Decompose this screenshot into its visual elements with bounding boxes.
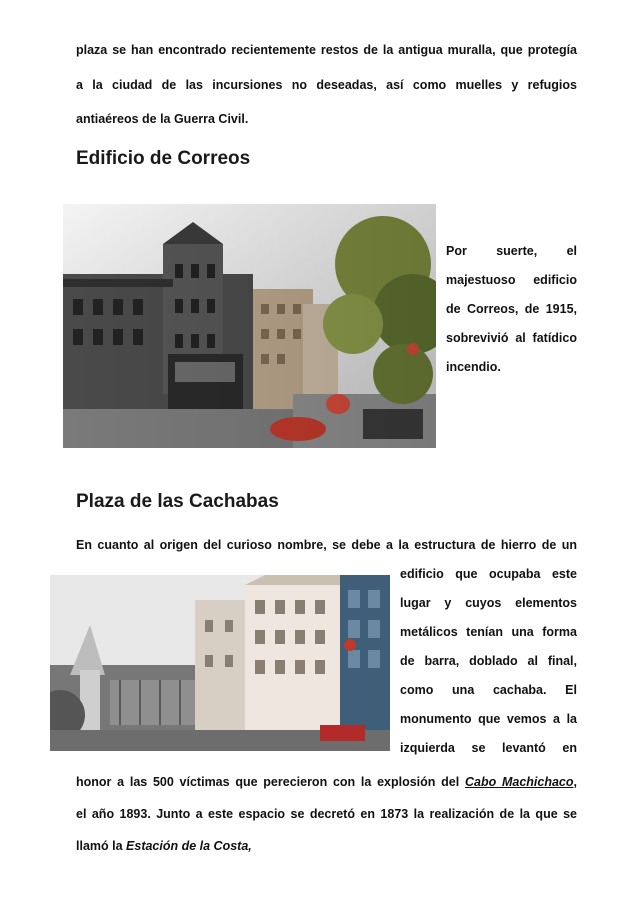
correos-photo-illustration [63, 204, 436, 448]
estacion-costa-text: Estación de la Costa, [126, 839, 252, 853]
cachabas-side-text [400, 566, 577, 769]
cachabas-line-1: En cuanto al origen del curioso nombre, se debe a la estructura de hierro de un [76, 538, 577, 552]
cabo-machichaco-link[interactable]: Cabo Machichaco [464, 775, 574, 789]
cachabas-line-year: el año 1893. Junto a este espacio se decretó en 1873 la realización de la que se [76, 807, 577, 821]
intro-line-2: a la ciudad de las incursiones no deseadas, así como muelles y refugios [76, 78, 577, 92]
honor-text-end: , [573, 775, 577, 789]
cachabas-side-line: de barra, doblado al final, [400, 654, 577, 668]
cachabas-side-line: metálicos tenían una forma [400, 625, 577, 639]
honor-text: honor a las 500 víctimas que perecieron con la explosión del [76, 775, 465, 789]
cachabas-line-last [76, 838, 577, 854]
correos-side-line: incendio. [446, 360, 501, 374]
cachabas-side-line: lugar y cuyos elementos [400, 596, 577, 610]
cachabas-side-line: como una cachaba. El [400, 683, 577, 697]
correos-side-line: Por suerte, el [446, 244, 577, 258]
correos-side-text [446, 243, 577, 388]
cachabas-photo-illustration [50, 575, 390, 751]
cachabas-photo [50, 575, 390, 751]
section-heading-cachabas: Plaza de las Cachabas [76, 491, 279, 512]
correos-side-line: sobrevivió al fatídico [446, 331, 577, 345]
correos-side-line: de Correos, de 1915, [446, 302, 577, 316]
section-heading-correos: Edificio de Correos [76, 148, 251, 169]
correos-photo [63, 204, 436, 448]
correos-side-line: majestuoso edificio [446, 273, 577, 287]
cachabas-side-line: edificio que ocupaba este [400, 567, 577, 581]
intro-line-1: plaza se han encontrado recientemente restos de la antigua muralla, que protegía [76, 43, 577, 57]
intro-line-3: antiaéreos de la Guerra Civil. [76, 112, 249, 126]
last-text: llamó la [76, 839, 127, 853]
cachabas-side-line: izquierda se levantó en [400, 741, 577, 755]
cachabas-line-honor [76, 774, 577, 790]
cachabas-side-line: monumento que vemos a la [400, 712, 577, 726]
